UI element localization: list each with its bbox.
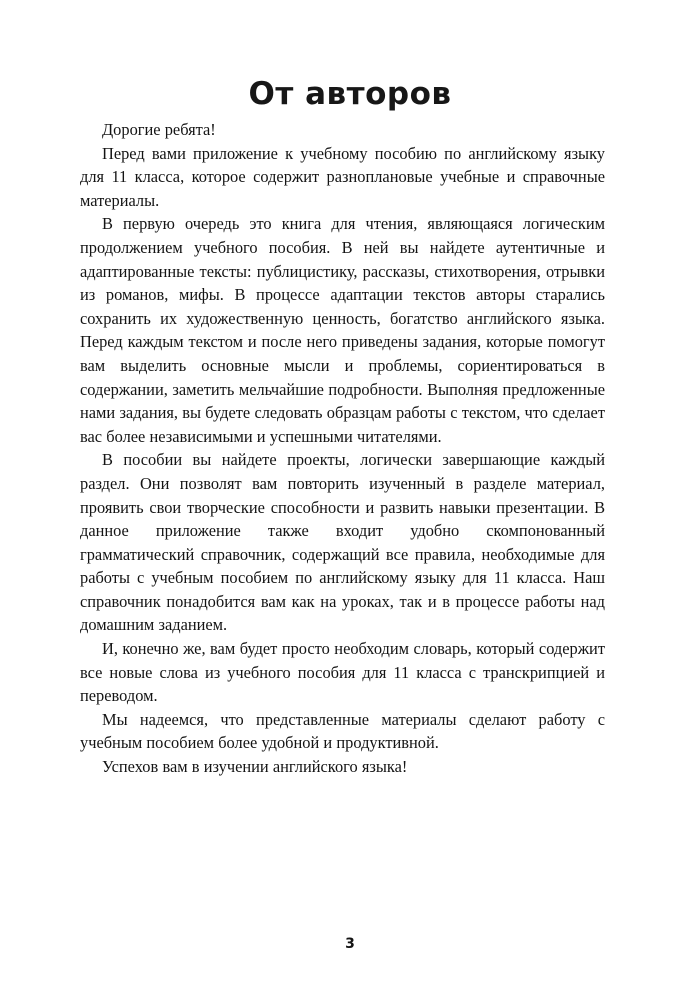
paragraph: Дорогие ребята! [102,120,216,139]
paragraph: В пособии вы найдете проекты, логически завершающие каждый раздел. Они позволят вам повторить изученный в разделе материал, проявить свои творческие способности и развить навыки презентации. В данное приложение также входит удобно скомпонованный грамматический справочник, содержащий все правила, необходимые для работы с учебным пособием по английскому языку для 11 класса. Наш справочник понадобится вам как на уроках, так и в процессе работы над домашним заданием. [80,450,605,635]
body-text-block [80,118,605,779]
page-title: От авторов [248,75,452,112]
paragraph: В первую очередь это книга для чтения, являющаяся логическим продолжением учебного пособия. В ней вы найдете аутентичные и адаптированные тексты: публицистику, рассказы, стихотворения, отрывки из романов, мифы. В процессе адаптации текстов авторы старались сохранить их художественную ценность, богатство английского языка. Перед каждым текстом и после него приведены задания, которые помогут вам выделить основные мысли и проблемы, сориентироваться в содержании, заметить мельчайшие подробности. Выполняя предложенные нами задания, вы будете следовать образцам работы с текстом, что сделает вас более независимыми и успешными читателями. [80,214,605,446]
paragraph: Перед вами приложение к учебному пособию по английскому языку для 11 класса, которое содержит разноплановые учебные и справочные материалы. [80,143,605,210]
page-number: 3 [345,936,355,952]
paragraph: Успехов вам в изучении английского языка! [102,757,408,777]
paragraph: Мы надеемся, что представленные материалы сделают работу с учебным пособием более удобной и продуктивной. [80,709,605,753]
paragraph: И, конечно же, вам будет просто необходим словарь, который содержит все новые слова из учебного пособия для 11 класса с транскрипцией и переводом. [80,639,605,706]
